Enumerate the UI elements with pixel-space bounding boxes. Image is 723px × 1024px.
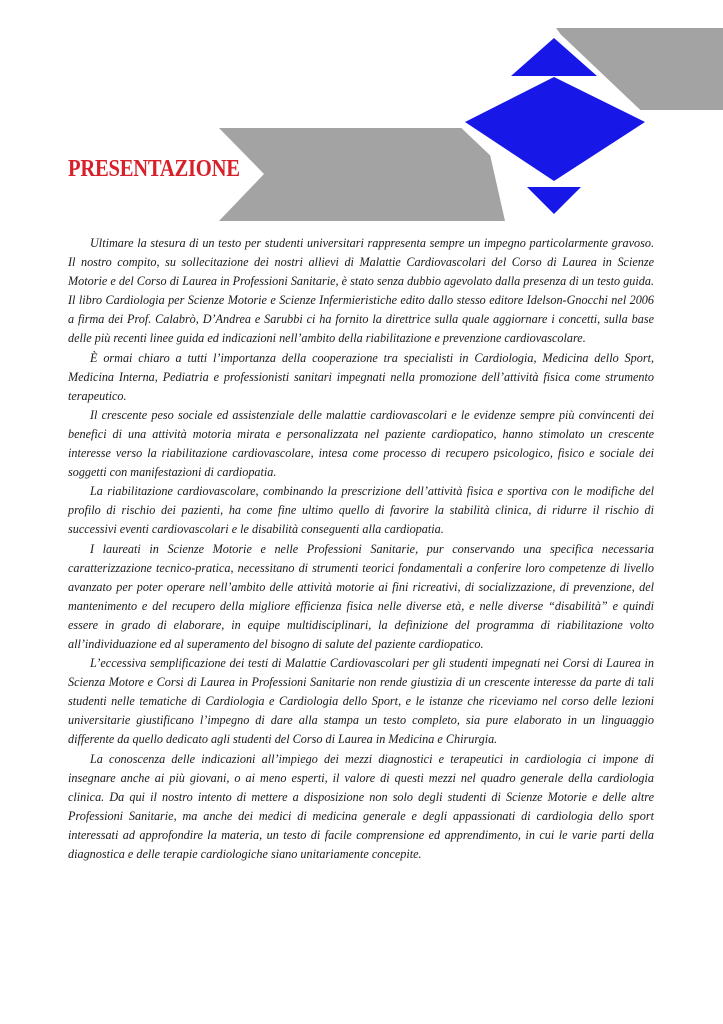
paragraph: La conoscenza delle indicazioni all’impiego dei mezzi diagnostici e terapeutici in cardiologia ci impone di insegnare anche ai più giovani, o ai meno esperti, il valore di questi mezzi nel quadro generale della cardiologia clinica. Da qui il nostro intento di mettere a disposizione non solo degli studenti di Scienze Motorie e delle altre Professioni Sanitarie, ma anche dei medici di medicina generale e degli appassionati di cardiologia dello sport interessati ad approfondire la materia, un testo di facile comprensione ed apprendimento, in cui le varie parti della diagnostica e delle terapie cardiologiche siano unitariamente concepite. bbox=[68, 751, 654, 861]
gray-arrow-banner bbox=[219, 128, 505, 221]
page-title: PRESENTAZIONE bbox=[68, 156, 240, 182]
paragraph: La riabilitazione cardiovascolare, combinando la prescrizione dell’attività fisica e sportiva con le modifiche del profilo di rischio dei pazienti, ha come fine ultimo quello di favorire la stabilità clinica, di ridurre il rischio di successivi eventi cardiovascolari e le disabilità conseguenti alla cardiopatia. bbox=[68, 484, 654, 537]
header-decoration bbox=[0, 0, 723, 230]
paragraph: I laureati in Scienze Motorie e nelle Professioni Sanitarie, pur conservando una specifica necessaria caratterizzazione tecnico-pratica, necessitano di strumenti teorici fondamentali a conferire loro competenze di livello avanzato per poter operare nell’ambito delle attività motorie ai fini ricreativi, di socializzazione, di prevenzione, del mantenimento e del recupero della migliore efficienza fisica nelle diverse età, e nelle diverse “disabilità” e quindi essere in grado di elaborare, in equipe multidisciplinari, la definizione del programma di riabilitazione volto all’individuazione ed al superamento del bisogno di salute del paziente cardiopatico. bbox=[68, 541, 654, 651]
paragraph: Ultimare la stesura di un testo per studenti universitari rappresenta sempre un impegno particolarmente gravoso. Il nostro compito, su sollecitazione dei nostri allievi di Malattie Cardiovascolari del Corso di Laurea in Scienze Motorie e del Corso di Laurea in Professioni Sanitarie, è stato senza dubbio agevolato dalla presenza di un testo guida. Il libro Cardiologia per Scienze Motorie e Scienze Infermieristiche edito dallo stesso editore Idelson-Gnocchi nel 2006 a firma dei Prof. Calabrò, D’Andrea e Sarubbi ci ha fornito la direttrice sulla quale aggiornare i concetti, sulla base delle più recenti linee guida ed indicazioni nell’ambito della riabilitazione e prevenzione cardiovascolare. bbox=[68, 236, 654, 346]
blue-diamond-bottom bbox=[527, 187, 581, 214]
paragraph: L’eccessiva semplificazione dei testi di Malattie Cardiovascolari per gli studenti impegnati nei Corsi di Laurea in Scienza Motore e Corsi di Laurea in Professioni Sanitarie non rende giustizia di un crescente interesse da parte di tali studenti nelle tematiche di Cardiologia e Cardiologia dello Sport, e le istanze che riceviamo nel corso delle lezioni universitarie giustificano l’impegno di dare alla stampa un testo completo, sia pure elaborato in un linguaggio differente da quello dedicato agli studenti del Corso di Laurea in Medicina e Chirurgia. bbox=[68, 656, 654, 747]
paragraph: È ormai chiaro a tutti l’importanza della cooperazione tra specialisti in Cardiologia, Medicina dello Sport, Medicina Interna, Pediatria e professionisti sanitari impegnati nella promozione dell’attività fisica come strumento terapeutico. bbox=[68, 350, 654, 403]
presentation-text bbox=[68, 234, 654, 864]
paragraph: Il crescente peso sociale ed assistenziale delle malattie cardiovascolari e le evidenze sempre più convincenti dei benefici di una attività motoria mirata e personalizzata nel paziente cardiopatico, hanno stimolato un crescente interesse verso la riabilitazione cardiovascolare, intesa come processo di recupero psicologico, fisico e sociale dei soggetti con manifestazioni di cardiopatia. bbox=[68, 407, 654, 480]
